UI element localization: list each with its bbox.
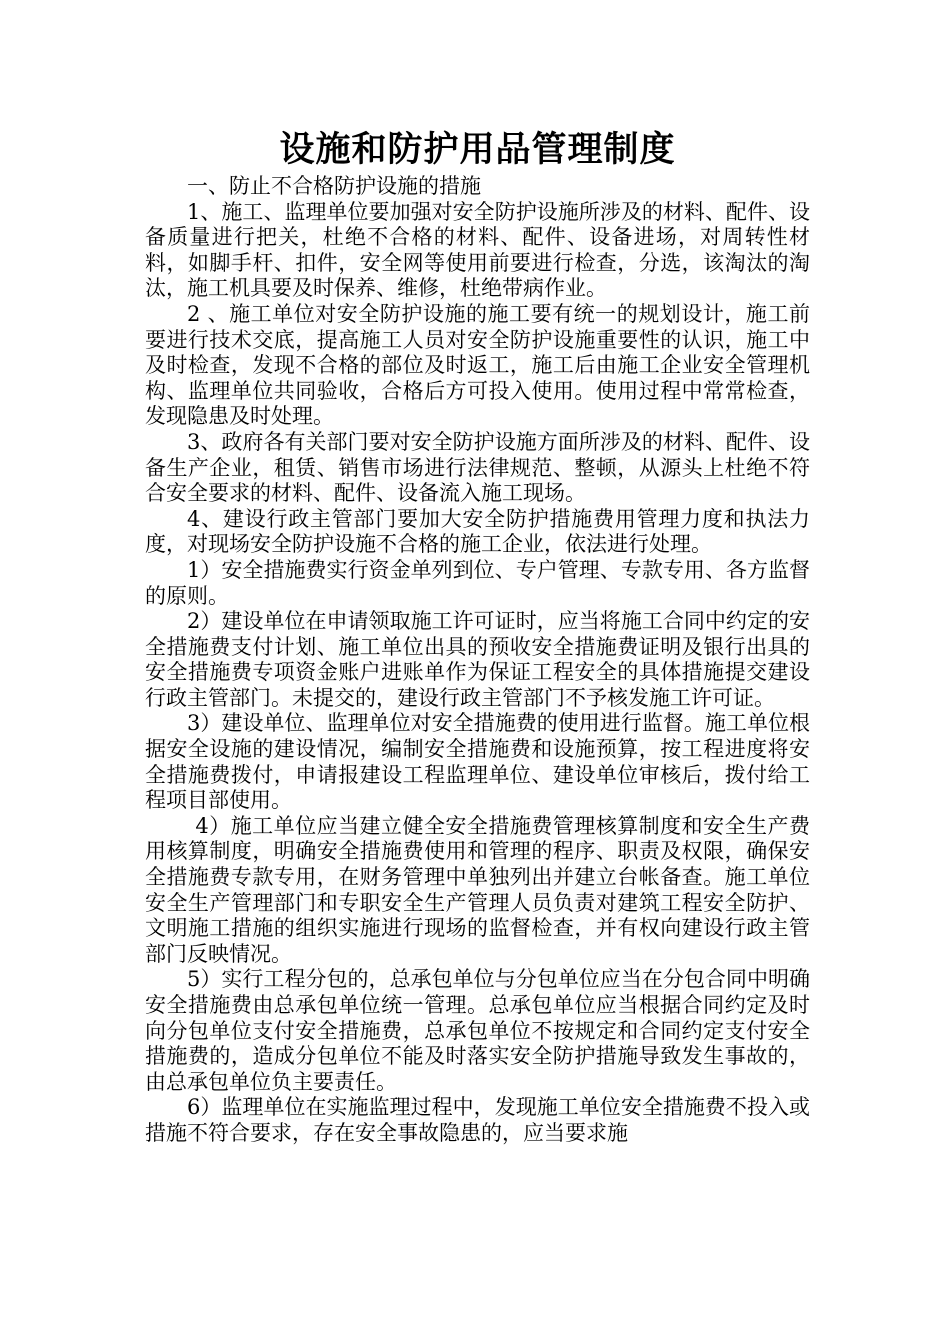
paragraph: 5）实行工程分包的，总承包单位与分包单位应当在分包合同中明确安全措施费由总承包单位统一管理。总承包单位应当根据合同约定及时向分包单位支付安全措施费，总承包单位不按规定和合同约定支付安全措施费的，造成分包单位不能及时落实安全防护措施导致发生事故的，由总承包单位负主要责任。 (145, 967, 810, 1094)
paragraph: 3）建设单位、监理单位对安全措施费的使用进行监督。施工单位根据安全设施的建设情况，编制安全措施费和设施预算，按工程进度将安全措施费拨付，申请报建设工程监理单位、建设单位审核后，拨付给工程项目部使用。 (145, 711, 810, 813)
paragraph: 4、建设行政主管部门要加大安全防护措施费用管理力度和执法力度，对现场安全防护设施不合格的施工企业，依法进行处理。 (145, 506, 810, 557)
paragraph: 2）建设单位在申请领取施工许可证时，应当将施工合同中约定的安全措施费支付计划、施工单位出具的预收安全措施费证明及银行出具的安全措施费专项资金账户进账单作为保证工程安全的具体措施提交建设行政主管部门。未提交的，建设行政主管部门不予核发施工许可证。 (145, 609, 810, 710)
document-page (145, 128, 810, 1147)
paragraph: 1、施工、监理单位要加强对安全防护设施所涉及的材料、配件、设备质量进行把关，杜绝不合格的材料、配件、设备进场，对周转性材料，如脚手杆、扣件，安全网等使用前要进行检查，分选，该淘汰的淘汰，施工机具要及时保养、维修，杜绝带病作业。 (145, 199, 810, 301)
section-heading: 一、防止不合格防护设施的措施 (187, 174, 481, 198)
paragraph: 3、政府各有关部门要对安全防护设施方面所涉及的材料、配件、设备生产企业，租赁、销售市场进行法律规范、整顿，从源头上杜绝不符合安全要求的材料、配件、设备流入施工现场。 (145, 429, 810, 506)
paragraph: 2 、施工单位对安全防护设施的施工要有统一的规划设计，施工前要进行技术交底，提高施工人员对安全防护设施重要性的认识，施工中及时检查，发现不合格的部位及时返工，施工后由施工企业安全管理机构、监理单位共同验收，合格后方可投入使用。使用过程中常常检查，发现隐患及时处理。 (145, 301, 810, 429)
document-title: 设施和防护用品管理制度 (279, 129, 676, 170)
paragraph: 4）施工单位应当建立健全安全措施费管理核算制度和安全生产费用核算制度，明确安全措施费使用和管理的程序、职责及权限，确保安全措施费专款专用，在财务管理中单独列出并建立台帐备查。施工单位安全生产管理部门和专职安全生产管理人员负责对建筑工程安全防护、文明施工措施的组织实施进行现场的监督检查，并有权向建设行政主管部门反映情况。 (145, 813, 810, 966)
paragraph: 1）安全措施费实行资金单列到位、专户管理、专款专用、各方监督的原则。 (145, 557, 810, 608)
paragraph: 6）监理单位在实施监理过程中，发现施工单位安全措施费不投入或措施不符合要求，存在安全事故隐患的，应当要求施 (145, 1095, 810, 1145)
